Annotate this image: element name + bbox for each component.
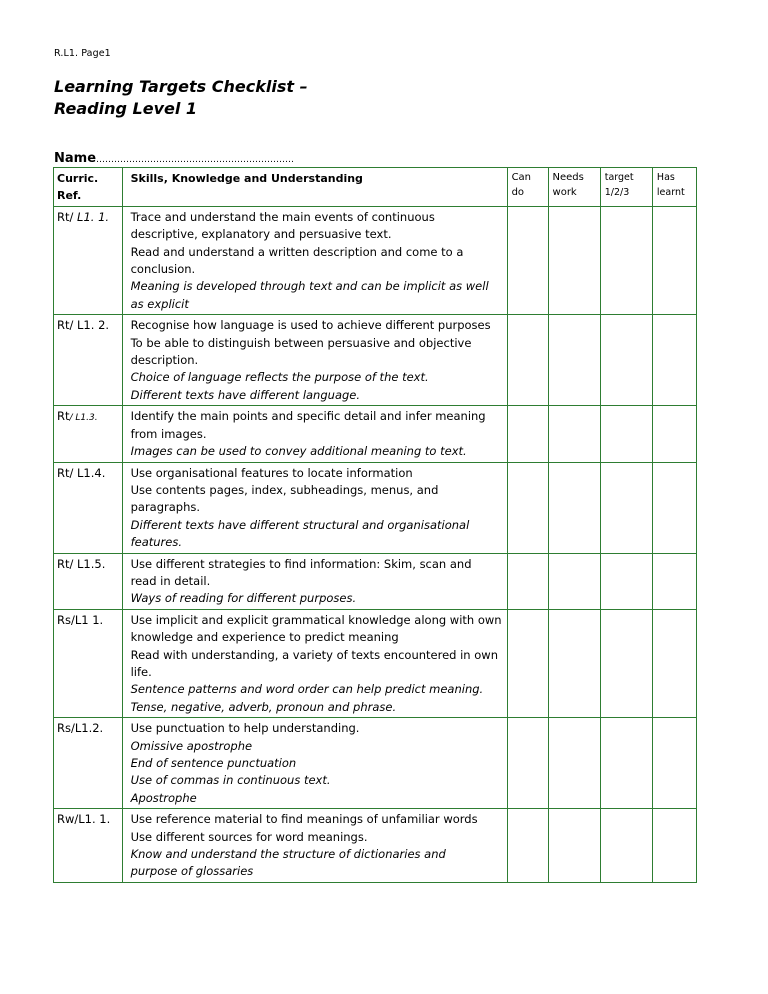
has-learnt-box[interactable]	[652, 609, 696, 717]
target-box[interactable]	[600, 206, 652, 314]
table-row	[54, 462, 697, 553]
can-do-box[interactable]	[507, 315, 548, 406]
has-learnt-box[interactable]	[652, 809, 696, 883]
curric-ref-prefix: Rt/	[57, 209, 78, 224]
name-field[interactable]	[54, 151, 294, 166]
target-box[interactable]	[600, 462, 652, 553]
skills-cell	[122, 406, 507, 462]
skill-note-line: Different texts have different language.	[130, 387, 361, 402]
curric-ref-prefix: Rs/L1 1.	[57, 612, 104, 627]
skill-note-line: Choice of language reflects the purpose of the text.	[130, 370, 429, 385]
curric-ref-cell	[54, 462, 123, 553]
header-target-line1: target	[604, 172, 634, 183]
needs-work-box[interactable]	[548, 206, 600, 314]
skill-note-line: purpose of glossaries	[130, 864, 254, 879]
target-box[interactable]	[600, 718, 652, 809]
header-can-do	[507, 168, 548, 207]
curric-ref-number: L1. 1.	[77, 209, 110, 224]
skill-line: conclusion.	[130, 262, 196, 277]
skill-note-line: as explicit	[130, 296, 189, 311]
header-needs-line1: Needs	[552, 172, 584, 183]
skill-line: Use implicit and explicit grammatical knowledge along with own	[130, 612, 502, 627]
skills-cell	[122, 809, 507, 883]
skill-line: Recognise how language is used to achieve different purposes	[130, 318, 491, 333]
can-do-box[interactable]	[507, 406, 548, 462]
skill-note-line: Tense, negative, adverb, pronoun and phrase.	[130, 699, 397, 714]
skills-cell	[122, 206, 507, 314]
curric-ref-prefix: Rt/ L1.5.	[57, 556, 106, 571]
can-do-box[interactable]	[507, 609, 548, 717]
skills-cell	[122, 315, 507, 406]
skill-note-line: Sentence patterns and word order can help predict meaning.	[130, 682, 484, 697]
skill-line: Read and understand a written description and come to a	[130, 244, 464, 259]
skill-note-line: Different texts have different structural and organisational	[130, 517, 470, 532]
has-learnt-box[interactable]	[652, 553, 696, 609]
table-row	[54, 809, 697, 883]
curric-ref-number: / L1.3.	[69, 413, 98, 424]
needs-work-box[interactable]	[548, 315, 600, 406]
table-row	[54, 406, 697, 462]
skill-line: read in detail.	[130, 573, 211, 588]
skill-line: knowledge and experience to predict meaning	[130, 630, 399, 645]
has-learnt-box[interactable]	[652, 315, 696, 406]
header-can-line1: Can	[511, 172, 532, 183]
header-ref-line2: Ref.	[57, 189, 82, 203]
skill-note-line: Apostrophe	[130, 790, 197, 805]
skill-line: description.	[130, 353, 199, 368]
can-do-box[interactable]	[507, 462, 548, 553]
target-box[interactable]	[600, 809, 652, 883]
skills-cell	[122, 553, 507, 609]
needs-work-box[interactable]	[548, 609, 600, 717]
skill-note-line: Know and understand the structure of dictionaries and	[130, 847, 446, 862]
skill-line: paragraphs.	[130, 500, 201, 515]
curric-ref-prefix: Rw/L1. 1.	[57, 812, 111, 827]
table-header-row	[54, 168, 697, 207]
table-row	[54, 553, 697, 609]
has-learnt-box[interactable]	[652, 406, 696, 462]
header-learnt-line1: Has	[656, 172, 675, 183]
skill-line: descriptive, explanatory and persuasive text.	[130, 227, 392, 242]
needs-work-box[interactable]	[548, 406, 600, 462]
page-reference: R.L1. Page1	[54, 48, 111, 59]
curric-ref-cell	[54, 406, 123, 462]
header-skills-label: Skills, Knowledge and Understanding	[130, 172, 363, 185]
can-do-box[interactable]	[507, 718, 548, 809]
skill-note-line: Ways of reading for different purposes.	[130, 591, 357, 606]
curric-ref-cell	[54, 609, 123, 717]
skill-note-line: End of sentence punctuation	[130, 756, 297, 770]
skill-line: Use contents pages, index, subheadings, menus, and	[130, 482, 439, 497]
curric-ref-prefix: Rs/L1.2.	[57, 721, 104, 736]
skill-line: Use punctuation to help understanding.	[130, 721, 360, 736]
header-needs-work	[548, 168, 600, 207]
skill-line: Use reference material to find meanings of unfamiliar words	[130, 812, 478, 827]
target-box[interactable]	[600, 406, 652, 462]
skill-note-line: features.	[130, 535, 183, 550]
has-learnt-box[interactable]	[652, 206, 696, 314]
curric-ref-prefix: Rt	[57, 409, 70, 424]
skill-line: Use different strategies to find information: Skim, scan and	[130, 556, 472, 571]
has-learnt-box[interactable]	[652, 462, 696, 553]
target-box[interactable]	[600, 315, 652, 406]
curric-ref-prefix: Rt/ L1.4.	[57, 465, 106, 480]
curric-ref-cell	[54, 315, 123, 406]
name-label: Name	[54, 151, 97, 166]
curric-ref-cell	[54, 206, 123, 314]
has-learnt-box[interactable]	[652, 718, 696, 809]
curric-ref-cell	[54, 553, 123, 609]
skill-note-line: Omissive apostrophe	[130, 738, 253, 753]
skills-cell	[122, 462, 507, 553]
needs-work-box[interactable]	[548, 462, 600, 553]
curric-ref-prefix: Rt/ L1. 2.	[57, 318, 110, 333]
learning-targets-table	[53, 167, 697, 883]
table-row	[54, 206, 697, 314]
curric-ref-cell	[54, 809, 123, 883]
needs-work-box[interactable]	[548, 553, 600, 609]
header-target-line2: 1/2/3	[604, 187, 630, 198]
skill-line: Read with understanding, a variety of texts encountered in own	[130, 647, 498, 662]
needs-work-box[interactable]	[548, 718, 600, 809]
skill-line: Use different sources for word meanings.	[130, 829, 368, 844]
needs-work-box[interactable]	[548, 809, 600, 883]
skill-note-line: Meaning is developed through text and can be implicit as well	[130, 279, 489, 294]
can-do-box[interactable]	[507, 553, 548, 609]
target-box[interactable]	[600, 609, 652, 717]
can-do-box[interactable]	[507, 206, 548, 314]
skill-line: from images.	[130, 426, 207, 441]
header-skills	[122, 168, 507, 207]
skill-line: Identify the main points and specific detail and infer meaning	[130, 409, 486, 424]
can-do-box[interactable]	[507, 809, 548, 883]
header-learnt-line2: learnt	[656, 187, 685, 198]
skill-line: To be able to distinguish between persuasive and objective	[130, 335, 472, 350]
skill-line: life.	[130, 664, 152, 679]
skill-line: Use organisational features to locate information	[130, 465, 413, 480]
header-has-learnt	[652, 168, 696, 207]
header-can-line2: do	[511, 187, 525, 198]
document-title	[54, 76, 308, 120]
table-row	[54, 315, 697, 406]
title-line-2: Reading Level 1	[54, 99, 198, 118]
header-ref-line1: Curric.	[57, 172, 99, 185]
table-row	[54, 609, 697, 717]
table-row	[54, 718, 697, 809]
name-dots: …………………………………………………………	[96, 155, 295, 165]
header-target	[600, 168, 652, 207]
header-curric-ref	[54, 168, 123, 207]
skills-cell	[122, 609, 507, 717]
curric-ref-cell	[54, 718, 123, 809]
skills-cell	[122, 718, 507, 809]
header-needs-line2: work	[552, 187, 577, 198]
skill-note-line: Use of commas in continuous text.	[130, 773, 331, 788]
target-box[interactable]	[600, 553, 652, 609]
skill-note-line: Images can be used to convey additional meaning to text.	[130, 444, 467, 459]
skill-line: Trace and understand the main events of continuous	[130, 209, 435, 224]
title-line-1: Learning Targets Checklist –	[54, 77, 308, 96]
